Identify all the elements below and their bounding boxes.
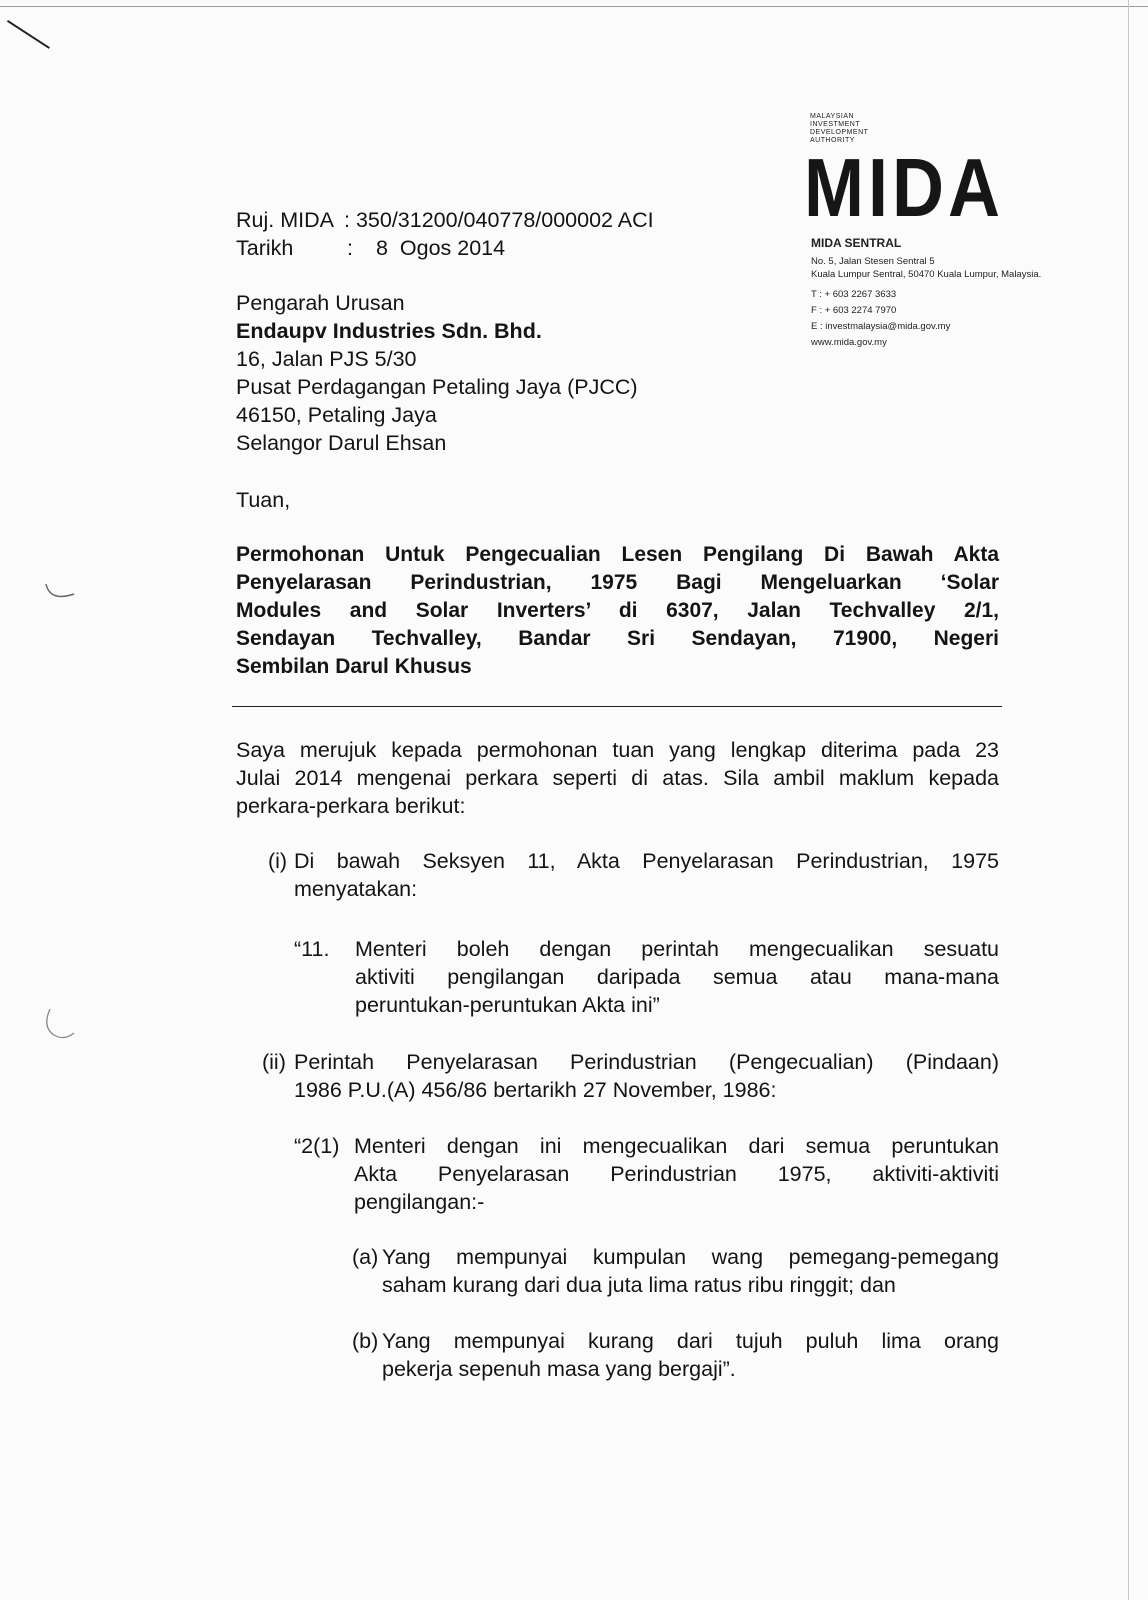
item-a-text	[382, 1243, 999, 1299]
tarikh-value: 8 Ogos 2014	[376, 236, 506, 260]
authority-line: DEVELOPMENT	[810, 129, 869, 136]
item-i-marker: (i)	[268, 849, 288, 873]
item-ii-text	[294, 1048, 999, 1104]
punch-hole-mark-icon	[40, 1005, 80, 1045]
item-b-line: Yang mempunyai kurang dari tujuh puluh lima orang	[382, 1329, 999, 1353]
subject-line: Sendayan Techvalley, Bandar Sri Sendayan, 71900, Negeri	[236, 627, 999, 650]
quote-2-1-line: Menteri dengan ini mengecualikan dari semua peruntukan	[354, 1134, 999, 1158]
intro-paragraph	[236, 736, 999, 820]
mida-logo: MIDA	[804, 142, 1004, 235]
mida-authority-name	[810, 113, 868, 145]
authority-line: AUTHORITY	[810, 137, 855, 144]
intro-line: perkara-perkara berikut:	[236, 794, 466, 818]
authority-line: MALAYSIAN	[810, 113, 855, 120]
recipient-address-line: Selangor Darul Ehsan	[236, 431, 447, 455]
item-b-line: pekerja sepenuh masa yang bergaji”.	[382, 1357, 736, 1381]
quote-11-text	[355, 935, 999, 1019]
recipient-block	[236, 289, 638, 457]
mida-contact-block	[811, 254, 1041, 351]
quote-11-marker: “11.	[294, 937, 330, 961]
tarikh-separator: :	[347, 236, 353, 260]
authority-line: INVESTMENT	[810, 121, 861, 128]
item-ii-marker: (ii)	[262, 1050, 286, 1074]
recipient-address-line: 46150, Petaling Jaya	[236, 403, 437, 427]
recipient-address-line: Pusat Perdagangan Petaling Jaya (PJCC)	[236, 375, 638, 399]
intro-line: Saya merujuk kepada permohonan tuan yang lengkap diterima pada 23	[236, 738, 999, 762]
item-i-line: Di bawah Seksyen 11, Akta Penyelarasan Perindustrian, 1975	[294, 849, 999, 873]
scan-corner-mark	[7, 20, 50, 49]
ruj-value: : 350/31200/040778/000002 ACI	[344, 208, 654, 232]
subject-block	[236, 541, 999, 681]
tel-line: T : + 603 2267 3633	[811, 289, 897, 300]
subject-line: Permohonan Untuk Pengecualian Lesen Pengilang Di Bawah Akta	[236, 543, 999, 566]
punch-hole-mark-icon	[40, 580, 80, 610]
item-b-text	[382, 1327, 999, 1383]
subject-line: Modules and Solar Inverters’ di 6307, Jalan Techvalley 2/1,	[236, 599, 999, 622]
scan-right-edge	[1128, 0, 1129, 1600]
item-b-marker: (b)	[352, 1329, 379, 1353]
item-i-line: menyatakan:	[294, 877, 418, 901]
item-a-line: Yang mempunyai kumpulan wang pemegang-pemegang	[382, 1245, 999, 1269]
quote-11-line: peruntukan-peruntukan Akta ini”	[355, 993, 660, 1017]
quote-2-1-line: pengilangan:-	[354, 1190, 485, 1214]
fax-line: F : + 603 2274 7970	[811, 305, 897, 316]
office-name: MIDA SENTRAL	[811, 236, 902, 250]
recipient-address-line: 16, Jalan PJS 5/30	[236, 347, 417, 371]
ruj-label: Ruj. MIDA	[236, 208, 334, 232]
ruj-row	[236, 206, 756, 234]
item-ii-line: 1986 P.U.(A) 456/86 bertarikh 27 November, 1986:	[294, 1078, 777, 1102]
address-line: No. 5, Jalan Stesen Sentral 5	[811, 256, 935, 267]
quote-2-1-text	[354, 1132, 999, 1216]
website-line: www.mida.gov.my	[811, 337, 887, 348]
quote-2-1-marker: “2(1)	[294, 1134, 340, 1158]
recipient-title: Pengarah Urusan	[236, 291, 405, 315]
item-ii-line: Perintah Penyelarasan Perindustrian (Pengecualian) (Pindaan)	[294, 1050, 999, 1074]
salutation: Tuan,	[236, 488, 291, 512]
tarikh-row	[236, 234, 756, 262]
subject-divider	[232, 706, 1002, 707]
intro-line: Julai 2014 mengenai perkara seperti di atas. Sila ambil maklum kepada	[236, 766, 999, 790]
item-a-line: saham kurang dari dua juta lima ratus ribu ringgit; dan	[382, 1273, 896, 1297]
tarikh-label: Tarikh	[236, 236, 294, 260]
quote-11-line: aktiviti pengilangan daripada semua atau mana-mana	[355, 965, 999, 989]
item-i-text	[294, 847, 999, 903]
reference-block	[236, 206, 756, 262]
subject-line: Penyelarasan Perindustrian, 1975 Bagi Mengeluarkan ‘Solar	[236, 571, 999, 594]
quote-11-line: Menteri boleh dengan perintah mengecualikan sesuatu	[355, 937, 999, 961]
subject-line: Sembilan Darul Khusus	[236, 655, 472, 678]
address-line: Kuala Lumpur Sentral, 50470 Kuala Lumpur, Malaysia.	[811, 269, 1042, 280]
scan-top-edge	[0, 6, 1148, 7]
quote-2-1-line: Akta Penyelarasan Perindustrian 1975, aktiviti-aktiviti	[354, 1162, 999, 1186]
item-a-marker: (a)	[352, 1245, 379, 1269]
email-line: E : investmalaysia@mida.gov.my	[811, 321, 951, 332]
recipient-company: Endaupv Industries Sdn. Bhd.	[236, 319, 542, 343]
